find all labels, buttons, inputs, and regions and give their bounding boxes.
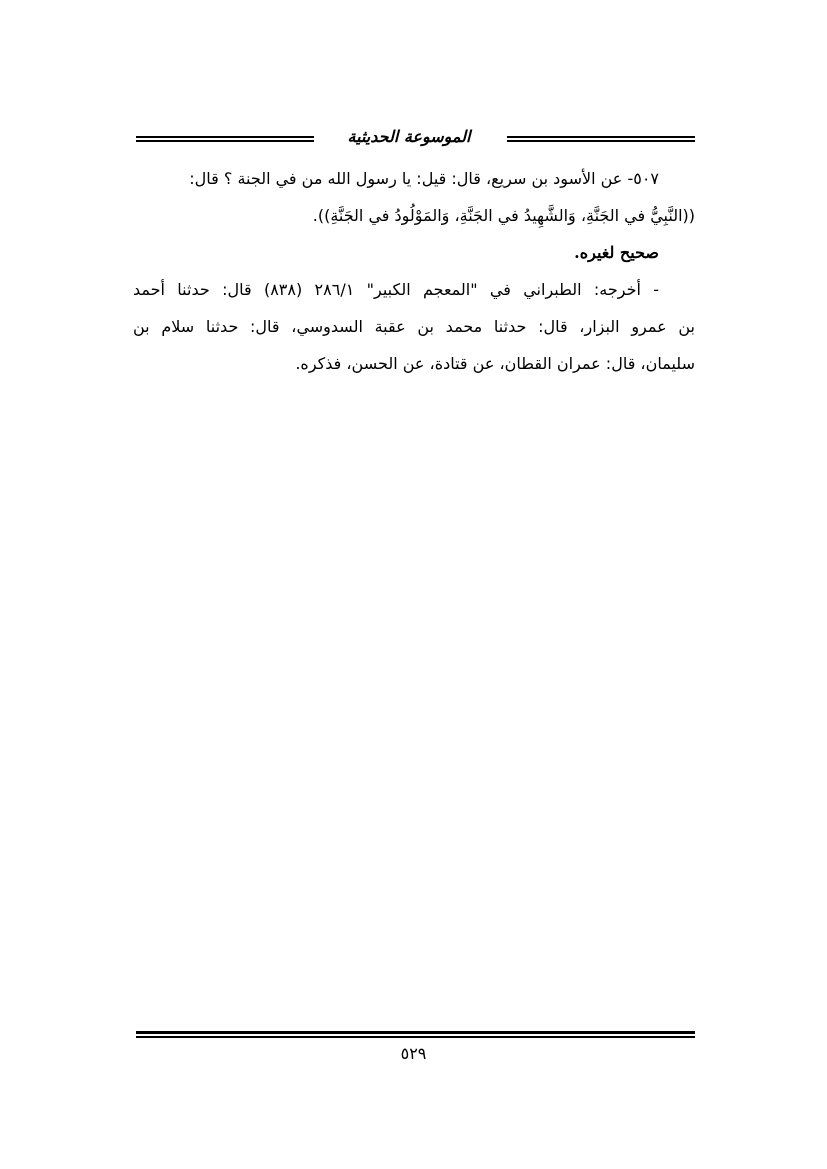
hadith-isnad-line: ٥٠٧- عن الأسود بن سريع، قال: قيل: يا رسول الله من في الجنة ؟ قال: xyxy=(189,169,659,188)
takhrij-line-3: سليمان، قال: عمران القطان، عن قتادة، عن الحسن، فذكره. xyxy=(295,354,695,373)
page-number: ٥٢٩ xyxy=(400,1044,427,1063)
takhrij-line-2: بن عمرو البزار، قال: حدثنا محمد بن عقبة السدوسي، قال: حدثنا سلام بن xyxy=(133,317,695,336)
takhrij-line-1: - أخرجه: الطبراني في "المعجم الكبير" ٢٨٦/١ (٨٣٨) قال: حدثنا أحمد xyxy=(133,280,660,299)
header-rule-right xyxy=(507,136,695,142)
hadith-entry xyxy=(133,160,695,382)
footer-rule xyxy=(136,1031,695,1038)
header-rule-left xyxy=(136,136,314,142)
hadith-matn-line: ((النَّبِيُّ في الجَنَّةِ، وَالشَّهِيدُ في الجَنَّةِ، وَالمَوْلُودُ في الجَنَّةِ)). xyxy=(312,206,695,225)
running-header xyxy=(136,122,695,152)
hadith-grading: صحيح لغيره. xyxy=(574,243,659,262)
book-title: الموسوعة الحديثية xyxy=(347,127,471,146)
